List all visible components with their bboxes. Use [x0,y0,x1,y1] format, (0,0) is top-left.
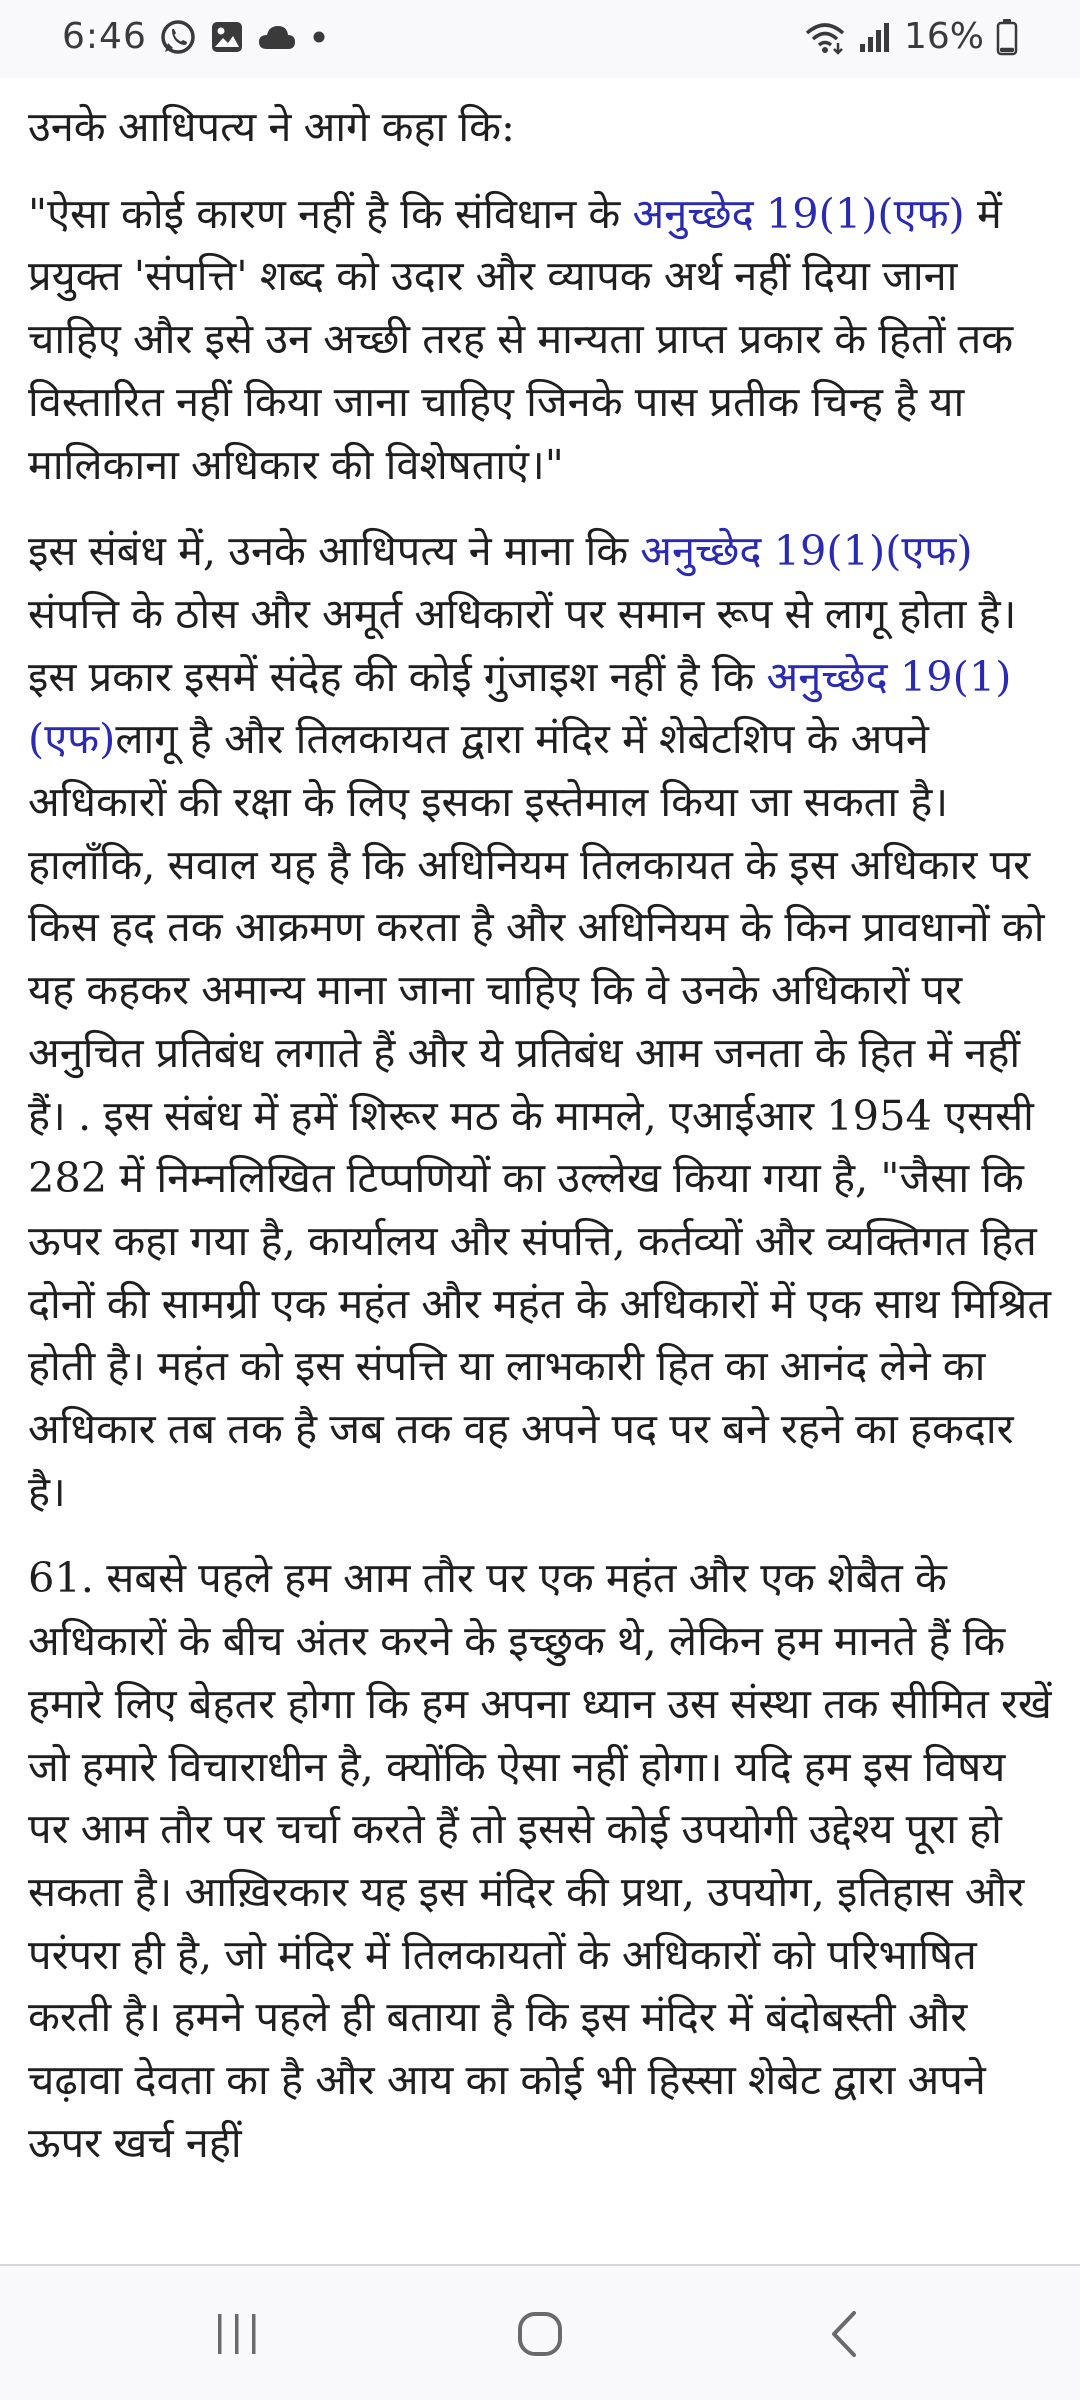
home-button[interactable] [485,2294,595,2374]
paragraph-analysis [28,520,1052,1523]
whatsapp-icon [159,18,197,56]
paragraph-intro [28,96,1052,159]
paragraph-analysis-text-mid: संपत्ति के ठोस और अमूर्त अधिकारों पर समान रूप से लागू होता है। इस प्रकार इसमें संदेह की कोई गुंजाइश नहीं है कि [28,588,1017,701]
status-time: 6:46 [62,16,147,57]
battery-icon [996,18,1018,56]
dot-icon [309,27,329,47]
wifi-icon [804,19,846,55]
status-left [62,16,329,57]
paragraph-quote-text-end: में प्रयुक्त 'संपत्ति' शब्द को उदार और व्यापक अर्थ नहीं दिया जाना चाहिए और इसे उन अच्छी तरह से मान्यता प्राप्त प्रकार के हितों तक विस्तारित नहीं किया जाना चाहिए जिनके पास प्रतीक चिन्ह है या मालिकाना अधिकार की विशेषताएं।" [28,188,1014,489]
paragraph-intro-text: उनके आधिपत्य ने आगे कहा कि: [28,102,516,151]
paragraph-61 [28,1547,1052,2174]
status-bar [0,0,1080,78]
navigation-bar [0,2266,1080,2400]
signal-icon [858,20,892,54]
paragraph-analysis-text-start: इस संबंध में, उनके आधिपत्य ने माना कि [28,526,641,576]
article-19-1-f-link[interactable]: अनुच्छेद 19(1)(एफ) [640,526,973,576]
back-button[interactable] [788,2294,898,2374]
gallery-icon [209,19,245,55]
recents-button[interactable] [182,2294,292,2374]
recents-icon [214,2312,260,2356]
article-19-1-f-link[interactable]: अनुच्छेद 19(1)(एफ) [632,188,965,238]
paragraph-quote-text-start: "ऐसा कोई कारण नहीं है कि संविधान के [28,188,633,238]
paragraph-61-text: 61. सबसे पहले हम आम तौर पर एक महंत और एक शेबैत के अधिकारों के बीच अंतर करने के इच्छुक थे, लेकिन हम मानते हैं कि हमारे लिए बेहतर होगा कि हम अपना ध्यान उस संस्था तक सीमित रखें जो हमारे विचाराधीन है, क्योंकि ऐसा नहीं होगा। यदि हम इस विषय पर आम तौर पर चर्चा करते हैं तो इससे कोई उपयोगी उद्देश्य पूरा हो सकता है। आख़िरकार यह इस मंदिर की प्रथा, उपयोग, इतिहास और परंपरा ही है, जो मंदिर में तिलकायतों के अधिकारों को परिभाषित करती है। हमने पहले ही बताया है कि इस मंदिर में बंदोबस्ती और चढ़ावा देवता का है और आय का कोई भी हिस्सा शेबेट द्वारा अपने ऊपर खर्च नहीं [28,1553,1052,2167]
home-icon [515,2309,565,2359]
cloud-icon [257,22,297,52]
paragraph-quote [28,183,1052,497]
status-right [804,16,1018,57]
article-19-1-f-link[interactable]: अनुच्छेद 19(1)(एफ) [28,651,1012,764]
paragraph-analysis-text-end: लागू है और तिलकायत द्वारा मंदिर में शेबेटशिप के अपने अधिकारों की रक्षा के लिए इसका इस्तेमाल किया जा सकता है। हालाँकि, सवाल यह है कि अधिनियम तिलकायत के इस अधिकार पर किस हद तक आक्रमण करता है और अधिनियम के किन प्रावधानों को यह कहकर अमान्य माना जाना चाहिए कि वे उनके अधिकारों पर अनुचित प्रतिबंध लगाते हैं और ये प्रतिबंध आम जनता के हित में नहीं हैं। . इस संबंध में हमें शिरूर मठ के मामले, एआईआर 1954 एससी 282 में निम्नलिखित टिप्पणियों का उल्लेख किया गया है, "जैसा कि ऊपर कहा गया है, कार्यालय और संपत्ति, कर्तव्यों और व्यक्तिगत हित दोनों की सामग्री एक महंत और महंत के अधिकारों में एक साथ मिश्रित होती है। महंत को इस संपत्ति या लाभकारी हित का आनंद लेने का अधिकार तब तक है जब तक वह अपने पद पर बने रहने का हकदार है। [28,714,1052,1516]
article-content [28,96,1052,2264]
back-icon [826,2309,860,2359]
battery-percent: 16% [903,16,984,57]
